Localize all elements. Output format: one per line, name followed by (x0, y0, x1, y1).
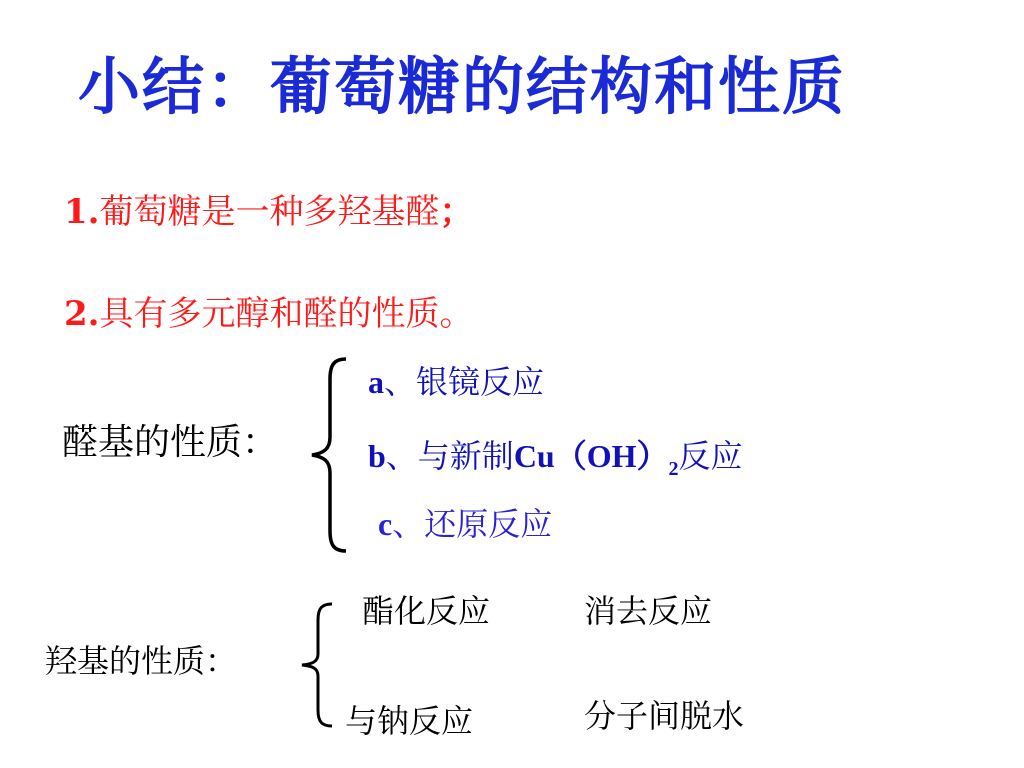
aldehyde-brace (308, 355, 348, 555)
hydroxyl-brace (298, 600, 334, 730)
summary-point-2 (64, 294, 474, 334)
point-text: 具有多元醇和醛的性质。 (99, 294, 474, 334)
item-text: 、银镜反应 (384, 363, 545, 401)
hydroxyl-properties-label: 羟基的性质： (45, 642, 238, 680)
point-end: ； (439, 192, 474, 232)
summary-point-1 (64, 192, 474, 232)
item-text: 、与新制 (385, 437, 514, 475)
chemical-formula: Cu（OH） (513, 438, 669, 474)
item-prefix: a (368, 364, 384, 400)
formula-subscript: 2 (668, 458, 679, 480)
hydroxyl-item-esterification: 酯化反应 (362, 592, 491, 630)
hydroxyl-item-elimination: 消去反应 (584, 592, 713, 630)
hydroxyl-item-sodium-reaction: 与钠反应 (345, 702, 474, 740)
item-prefix: c (378, 506, 393, 542)
aldehyde-item-copper-hydroxide (368, 437, 743, 480)
slide-title: 小结：葡萄糖的结构和性质 (78, 50, 847, 123)
aldehyde-item-reduction (378, 505, 553, 543)
item-text: 、还原反应 (392, 505, 553, 543)
point-number: 1. (64, 192, 100, 232)
point-number: 2. (64, 294, 100, 334)
hydroxyl-item-dehydration: 分子间脱水 (584, 697, 745, 735)
item-suffix: 反应 (678, 437, 743, 475)
point-text: 葡萄糖是一种多羟基醛 (99, 192, 440, 232)
aldehyde-item-silver-mirror (368, 363, 545, 401)
aldehyde-properties-label: 醛基的性质： (62, 422, 279, 463)
item-prefix: b (368, 438, 386, 474)
